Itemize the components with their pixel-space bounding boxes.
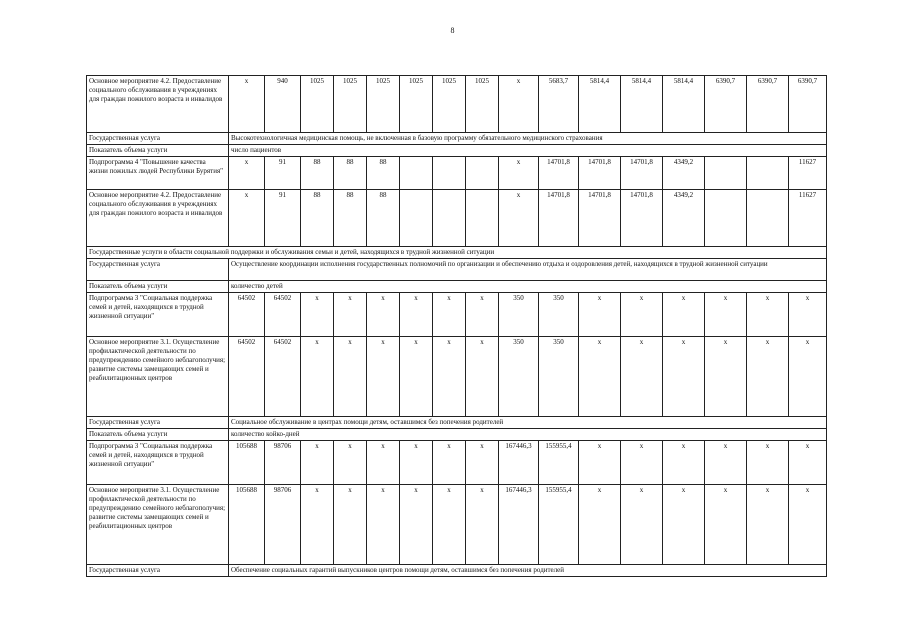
row-value-cell: Высокотехнологичная медицинская помощь, не включенная в базовую программу обязательного медицинского страхования bbox=[229, 133, 827, 145]
value-cell: 105688 bbox=[229, 485, 265, 565]
table-row bbox=[87, 293, 827, 337]
value-cell: 98706 bbox=[265, 485, 301, 565]
row-label-cell: Показатель объема услуги bbox=[87, 429, 229, 441]
value-cell: 64502 bbox=[265, 337, 301, 417]
value-cell: 105688 bbox=[229, 441, 265, 485]
table-row bbox=[87, 417, 827, 429]
value-cell: 14701,8 bbox=[621, 157, 663, 190]
value-cell: 88 bbox=[334, 157, 367, 190]
row-label-cell: Подпрограмма 3 "Социальная поддержка семей и детей, находящихся в трудной жизненной ситуации" bbox=[87, 293, 229, 337]
value-cell bbox=[705, 190, 747, 247]
value-cell: 4349,2 bbox=[663, 157, 705, 190]
value-cell: х bbox=[466, 485, 499, 565]
value-cell: х bbox=[705, 337, 747, 417]
value-cell: х bbox=[663, 337, 705, 417]
value-cell: 64502 bbox=[265, 293, 301, 337]
value-cell: 98706 bbox=[265, 441, 301, 485]
table-row bbox=[87, 76, 827, 133]
row-label-cell: Государственная услуга bbox=[87, 133, 229, 145]
value-cell: 5814,4 bbox=[579, 76, 621, 133]
value-cell: х bbox=[705, 293, 747, 337]
table-row bbox=[87, 247, 827, 259]
value-cell: 1025 bbox=[400, 76, 433, 133]
table-row bbox=[87, 565, 827, 577]
value-cell: 14701,8 bbox=[579, 157, 621, 190]
value-cell: 350 bbox=[539, 337, 579, 417]
value-cell: 155955,4 bbox=[539, 485, 579, 565]
value-cell: 940 bbox=[265, 76, 301, 133]
value-cell: х bbox=[400, 337, 433, 417]
page-number: 8 bbox=[450, 26, 455, 35]
value-cell: х bbox=[621, 485, 663, 565]
value-cell: х bbox=[433, 441, 466, 485]
value-cell: 350 bbox=[499, 293, 539, 337]
row-value-cell: количество детей bbox=[229, 281, 827, 293]
table-row bbox=[87, 259, 827, 281]
value-cell: х bbox=[367, 337, 400, 417]
value-cell bbox=[433, 190, 466, 247]
value-cell bbox=[747, 190, 789, 247]
value-cell: х bbox=[579, 293, 621, 337]
value-cell: х bbox=[229, 157, 265, 190]
value-cell: 5814,4 bbox=[621, 76, 663, 133]
value-cell: 1025 bbox=[433, 76, 466, 133]
value-cell: х bbox=[367, 485, 400, 565]
value-cell: х bbox=[367, 441, 400, 485]
row-label-cell: Основное мероприятие 3.1. Осуществление профилактической деятельности по предупреждению семейного неблагополучия; развитие системы замещающих семей и реабилитационных центров bbox=[87, 485, 229, 565]
value-cell: х bbox=[579, 337, 621, 417]
row-label-cell: Подпрограмма 4 "Повышение качества жизни пожилых людей Республики Бурятия" bbox=[87, 157, 229, 190]
value-cell bbox=[400, 157, 433, 190]
value-cell: х bbox=[400, 293, 433, 337]
value-cell: 1025 bbox=[466, 76, 499, 133]
value-cell: х bbox=[466, 293, 499, 337]
value-cell: х bbox=[433, 293, 466, 337]
value-cell: 64502 bbox=[229, 337, 265, 417]
value-cell: х bbox=[301, 441, 334, 485]
value-cell: х bbox=[466, 441, 499, 485]
value-cell: х bbox=[621, 441, 663, 485]
value-cell: х bbox=[789, 293, 827, 337]
value-cell: х bbox=[334, 441, 367, 485]
value-cell: х bbox=[663, 441, 705, 485]
table-row bbox=[87, 429, 827, 441]
row-label-cell: Основное мероприятие 4.2. Предоставление социального обслуживания в учреждениях для граждан пожилого возраста и инвалидов bbox=[87, 76, 229, 133]
table-row bbox=[87, 281, 827, 293]
value-cell: 4349,2 bbox=[663, 190, 705, 247]
row-value-cell: количество койко-дней bbox=[229, 429, 827, 441]
value-cell: 350 bbox=[539, 293, 579, 337]
row-value-cell: число пациентов bbox=[229, 145, 827, 157]
value-cell bbox=[466, 190, 499, 247]
value-cell: х bbox=[334, 337, 367, 417]
value-cell: х bbox=[466, 337, 499, 417]
row-label-cell: Подпрограмма 3 "Социальная поддержка семей и детей, находящихся в трудной жизненной ситуации" bbox=[87, 441, 229, 485]
value-cell: х bbox=[579, 485, 621, 565]
table-row bbox=[87, 441, 827, 485]
value-cell bbox=[466, 157, 499, 190]
value-cell: 11627 bbox=[789, 157, 827, 190]
value-cell: 91 bbox=[265, 157, 301, 190]
value-cell: 5814,4 bbox=[663, 76, 705, 133]
value-cell: 1025 bbox=[301, 76, 334, 133]
row-label-cell: Основное мероприятие 3.1. Осуществление профилактической деятельности по предупреждению семейного неблагополучия; развитие системы замещающих семей и реабилитационных центров bbox=[87, 337, 229, 417]
value-cell: х bbox=[663, 293, 705, 337]
value-cell: х bbox=[400, 441, 433, 485]
value-cell: х bbox=[400, 485, 433, 565]
value-cell: х bbox=[747, 441, 789, 485]
value-cell: х bbox=[621, 337, 663, 417]
value-cell: х bbox=[705, 485, 747, 565]
value-cell: х bbox=[301, 293, 334, 337]
value-cell: 167446,3 bbox=[499, 485, 539, 565]
value-cell bbox=[705, 157, 747, 190]
value-cell: 88 bbox=[301, 190, 334, 247]
report-table bbox=[86, 75, 827, 577]
value-cell: х bbox=[579, 441, 621, 485]
value-cell bbox=[400, 190, 433, 247]
value-cell: х bbox=[499, 76, 539, 133]
value-cell: 14701,8 bbox=[621, 190, 663, 247]
row-label-cell: Показатель объема услуги bbox=[87, 145, 229, 157]
value-cell: 64502 bbox=[229, 293, 265, 337]
value-cell: х bbox=[663, 485, 705, 565]
row-label-cell: Основное мероприятие 4.2. Предоставление социального обслуживания в учреждениях для граждан пожилого возраста и инвалидов bbox=[87, 190, 229, 247]
value-cell: х bbox=[747, 337, 789, 417]
value-cell: 14701,8 bbox=[539, 157, 579, 190]
value-cell: х bbox=[229, 76, 265, 133]
value-cell: 5683,7 bbox=[539, 76, 579, 133]
value-cell: 1025 bbox=[334, 76, 367, 133]
section-heading-cell: Государственные услуги в области социальной поддержки и обслуживания семьи и детей, находящихся в трудной жизненной ситуации bbox=[87, 247, 827, 259]
value-cell: 6390,7 bbox=[747, 76, 789, 133]
value-cell: х bbox=[747, 293, 789, 337]
value-cell: 6390,7 bbox=[705, 76, 747, 133]
value-cell: х bbox=[621, 293, 663, 337]
value-cell: х bbox=[499, 190, 539, 247]
value-cell: 11627 bbox=[789, 190, 827, 247]
row-label-cell: Государственная услуга bbox=[87, 259, 229, 281]
table-row bbox=[87, 157, 827, 190]
value-cell: х bbox=[789, 337, 827, 417]
value-cell: 91 bbox=[265, 190, 301, 247]
value-cell: 14701,8 bbox=[539, 190, 579, 247]
value-cell: х bbox=[789, 441, 827, 485]
value-cell: х bbox=[334, 485, 367, 565]
value-cell: 1025 bbox=[367, 76, 400, 133]
value-cell: 14701,8 bbox=[579, 190, 621, 247]
row-value-cell: Осуществление координации исполнения государственных полномочий по организации и обеспечению отдыха и оздоровления детей, находящихся в трудной жизненной ситуации bbox=[229, 259, 827, 281]
table-row bbox=[87, 145, 827, 157]
value-cell: х bbox=[499, 157, 539, 190]
value-cell: 350 bbox=[499, 337, 539, 417]
table-row bbox=[87, 190, 827, 247]
row-value-cell: Обеспечение социальных гарантий выпускников центров помощи детям, оставшимся без попечения родителей bbox=[229, 565, 827, 577]
value-cell: 155955,4 bbox=[539, 441, 579, 485]
value-cell: 88 bbox=[367, 190, 400, 247]
row-label-cell: Государственная услуга bbox=[87, 417, 229, 429]
value-cell: х bbox=[301, 337, 334, 417]
value-cell: х bbox=[705, 441, 747, 485]
value-cell: х bbox=[747, 485, 789, 565]
value-cell: х bbox=[789, 485, 827, 565]
value-cell: х bbox=[367, 293, 400, 337]
value-cell: 6390,7 bbox=[789, 76, 827, 133]
table-row bbox=[87, 337, 827, 417]
value-cell: х bbox=[334, 293, 367, 337]
row-value-cell: Социальное обслуживание в центрах помощи детям, оставшимся без попечения родителей bbox=[229, 417, 827, 429]
value-cell: х bbox=[229, 190, 265, 247]
value-cell: 88 bbox=[334, 190, 367, 247]
value-cell: 167446,3 bbox=[499, 441, 539, 485]
table-row bbox=[87, 485, 827, 565]
value-cell bbox=[747, 157, 789, 190]
value-cell: 88 bbox=[367, 157, 400, 190]
table-row bbox=[87, 133, 827, 145]
value-cell: 88 bbox=[301, 157, 334, 190]
row-label-cell: Государственная услуга bbox=[87, 565, 229, 577]
row-label-cell: Показатель объема услуги bbox=[87, 281, 229, 293]
value-cell: х bbox=[433, 485, 466, 565]
value-cell: х bbox=[301, 485, 334, 565]
value-cell bbox=[433, 157, 466, 190]
value-cell: х bbox=[433, 337, 466, 417]
